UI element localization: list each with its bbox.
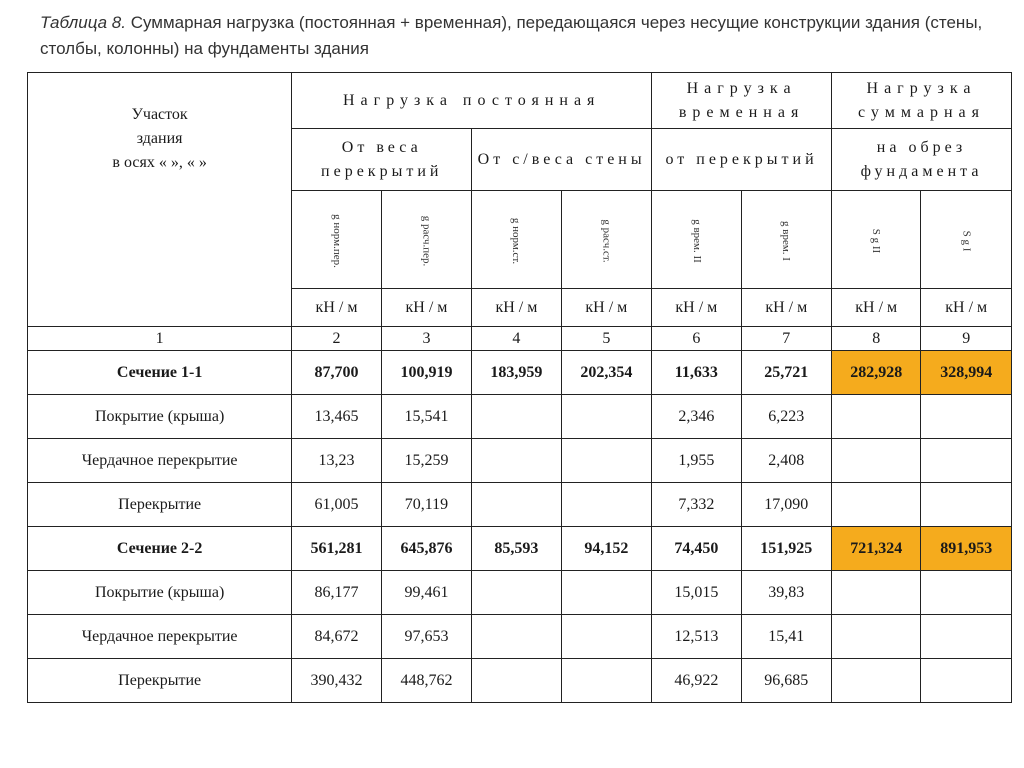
value-cell bbox=[921, 659, 1012, 703]
value-cell bbox=[472, 615, 561, 659]
index-cell: 6 bbox=[652, 327, 741, 351]
highlighted-total-cell: 282,928 bbox=[832, 351, 921, 395]
table-row bbox=[28, 439, 1012, 483]
caption-label: Таблица 8. bbox=[40, 13, 126, 32]
table-row bbox=[28, 571, 1012, 615]
index-cell: 1 bbox=[28, 327, 292, 351]
index-cell: 7 bbox=[741, 327, 831, 351]
area-header bbox=[28, 73, 292, 327]
table-row bbox=[28, 659, 1012, 703]
vertical-header: g расч.ст. bbox=[600, 218, 613, 263]
highlighted-total-cell: 721,324 bbox=[832, 527, 921, 571]
sub-wall-weight-header: От с/веса стены bbox=[472, 129, 652, 191]
value-cell bbox=[472, 483, 561, 527]
value-cell: 2,408 bbox=[741, 439, 831, 483]
unit-cell: кН / м bbox=[472, 289, 561, 327]
index-row bbox=[28, 327, 1012, 351]
value-cell: 84,672 bbox=[292, 615, 381, 659]
highlighted-total-cell: 328,994 bbox=[921, 351, 1012, 395]
row-label: Перекрытие bbox=[28, 659, 292, 703]
value-cell: 448,762 bbox=[381, 659, 471, 703]
value-cell: 39,83 bbox=[741, 571, 831, 615]
table-row bbox=[28, 395, 1012, 439]
index-cell: 8 bbox=[832, 327, 921, 351]
value-cell bbox=[472, 439, 561, 483]
value-cell: 87,700 bbox=[292, 351, 381, 395]
sub-foundation-header: на обрез фундамента bbox=[832, 129, 1012, 191]
vertical-header: S g II bbox=[870, 228, 883, 253]
section-row bbox=[28, 527, 1012, 571]
value-cell bbox=[832, 571, 921, 615]
index-cell: 3 bbox=[381, 327, 471, 351]
value-cell: 85,593 bbox=[472, 527, 561, 571]
section-label: Сечение 1-1 bbox=[28, 351, 292, 395]
value-cell: 17,090 bbox=[741, 483, 831, 527]
row-label: Чердачное перекрытие bbox=[28, 439, 292, 483]
group-permanent-header: Нагрузка постоянная bbox=[292, 73, 652, 129]
value-cell bbox=[561, 615, 651, 659]
section-label: Сечение 2-2 bbox=[28, 527, 292, 571]
unit-cell: кН / м bbox=[832, 289, 921, 327]
table-body bbox=[28, 351, 1012, 703]
value-cell bbox=[921, 395, 1012, 439]
value-cell bbox=[561, 571, 651, 615]
section-row bbox=[28, 351, 1012, 395]
group-total-header: Нагрузка суммарная bbox=[832, 73, 1012, 129]
value-cell: 97,653 bbox=[381, 615, 471, 659]
table-row bbox=[28, 483, 1012, 527]
value-cell: 99,461 bbox=[381, 571, 471, 615]
sub-floor-weight-header: От веса перекрытий bbox=[292, 129, 472, 191]
value-cell: 390,432 bbox=[292, 659, 381, 703]
value-cell: 12,513 bbox=[652, 615, 741, 659]
area-header-line3: в осях « », « » bbox=[112, 154, 207, 171]
value-cell: 7,332 bbox=[652, 483, 741, 527]
sub-temp-floor-header: от перекрытий bbox=[652, 129, 832, 191]
value-cell: 183,959 bbox=[472, 351, 561, 395]
value-cell: 86,177 bbox=[292, 571, 381, 615]
index-cell: 9 bbox=[921, 327, 1012, 351]
value-cell bbox=[832, 395, 921, 439]
unit-cell: кН / м bbox=[921, 289, 1012, 327]
table-caption bbox=[40, 10, 1000, 62]
value-cell bbox=[921, 615, 1012, 659]
value-cell bbox=[561, 659, 651, 703]
table-row bbox=[28, 615, 1012, 659]
value-cell bbox=[832, 615, 921, 659]
unit-cell: кН / м bbox=[292, 289, 381, 327]
vertical-header: g врем. I bbox=[780, 220, 793, 261]
value-cell: 13,23 bbox=[292, 439, 381, 483]
value-cell bbox=[472, 395, 561, 439]
value-cell: 70,119 bbox=[381, 483, 471, 527]
area-header-line2: здания bbox=[136, 130, 183, 147]
value-cell: 74,450 bbox=[652, 527, 741, 571]
area-header-line1: Участок bbox=[131, 106, 188, 123]
row-label: Покрытие (крыша) bbox=[28, 571, 292, 615]
value-cell bbox=[561, 483, 651, 527]
vertical-header: g норм.пер. bbox=[330, 213, 343, 268]
value-cell: 15,541 bbox=[381, 395, 471, 439]
value-cell bbox=[472, 659, 561, 703]
value-cell: 1,955 bbox=[652, 439, 741, 483]
unit-cell: кН / м bbox=[741, 289, 831, 327]
unit-cell: кН / м bbox=[561, 289, 651, 327]
unit-cell: кН / м bbox=[652, 289, 741, 327]
value-cell: 46,922 bbox=[652, 659, 741, 703]
index-cell: 4 bbox=[472, 327, 561, 351]
vertical-header: g расч.пер. bbox=[420, 215, 433, 266]
value-cell: 61,005 bbox=[292, 483, 381, 527]
value-cell: 2,346 bbox=[652, 395, 741, 439]
value-cell: 15,259 bbox=[381, 439, 471, 483]
value-cell: 100,919 bbox=[381, 351, 471, 395]
vertical-header: S g I bbox=[960, 230, 973, 251]
highlighted-total-cell: 891,953 bbox=[921, 527, 1012, 571]
unit-cell: кН / м bbox=[381, 289, 471, 327]
vertical-header: g врем. II bbox=[690, 218, 703, 263]
value-cell: 11,633 bbox=[652, 351, 741, 395]
value-cell bbox=[921, 483, 1012, 527]
value-cell bbox=[832, 439, 921, 483]
value-cell: 15,41 bbox=[741, 615, 831, 659]
value-cell bbox=[561, 439, 651, 483]
value-cell: 15,015 bbox=[652, 571, 741, 615]
value-cell bbox=[832, 659, 921, 703]
value-cell: 96,685 bbox=[741, 659, 831, 703]
vertical-header: g норм.ст. bbox=[510, 217, 523, 264]
index-cell: 2 bbox=[292, 327, 381, 351]
value-cell: 13,465 bbox=[292, 395, 381, 439]
value-cell: 6,223 bbox=[741, 395, 831, 439]
value-cell bbox=[921, 571, 1012, 615]
value-cell bbox=[561, 395, 651, 439]
value-cell bbox=[472, 571, 561, 615]
value-cell: 94,152 bbox=[561, 527, 651, 571]
value-cell bbox=[921, 439, 1012, 483]
row-label: Покрытие (крыша) bbox=[28, 395, 292, 439]
row-label: Чердачное перекрытие bbox=[28, 615, 292, 659]
value-cell: 561,281 bbox=[292, 527, 381, 571]
group-temporary-header: Нагрузка временная bbox=[652, 73, 832, 129]
value-cell: 202,354 bbox=[561, 351, 651, 395]
value-cell bbox=[832, 483, 921, 527]
value-cell: 25,721 bbox=[741, 351, 831, 395]
caption-text: Суммарная нагрузка (постоянная + временная), передающаяся через несущие конструкции здания (стены, столбы, колонны) на фундаменты здания bbox=[40, 13, 983, 58]
value-cell: 151,925 bbox=[741, 527, 831, 571]
row-label: Перекрытие bbox=[28, 483, 292, 527]
value-cell: 645,876 bbox=[381, 527, 471, 571]
index-cell: 5 bbox=[561, 327, 651, 351]
load-table bbox=[27, 72, 1012, 703]
